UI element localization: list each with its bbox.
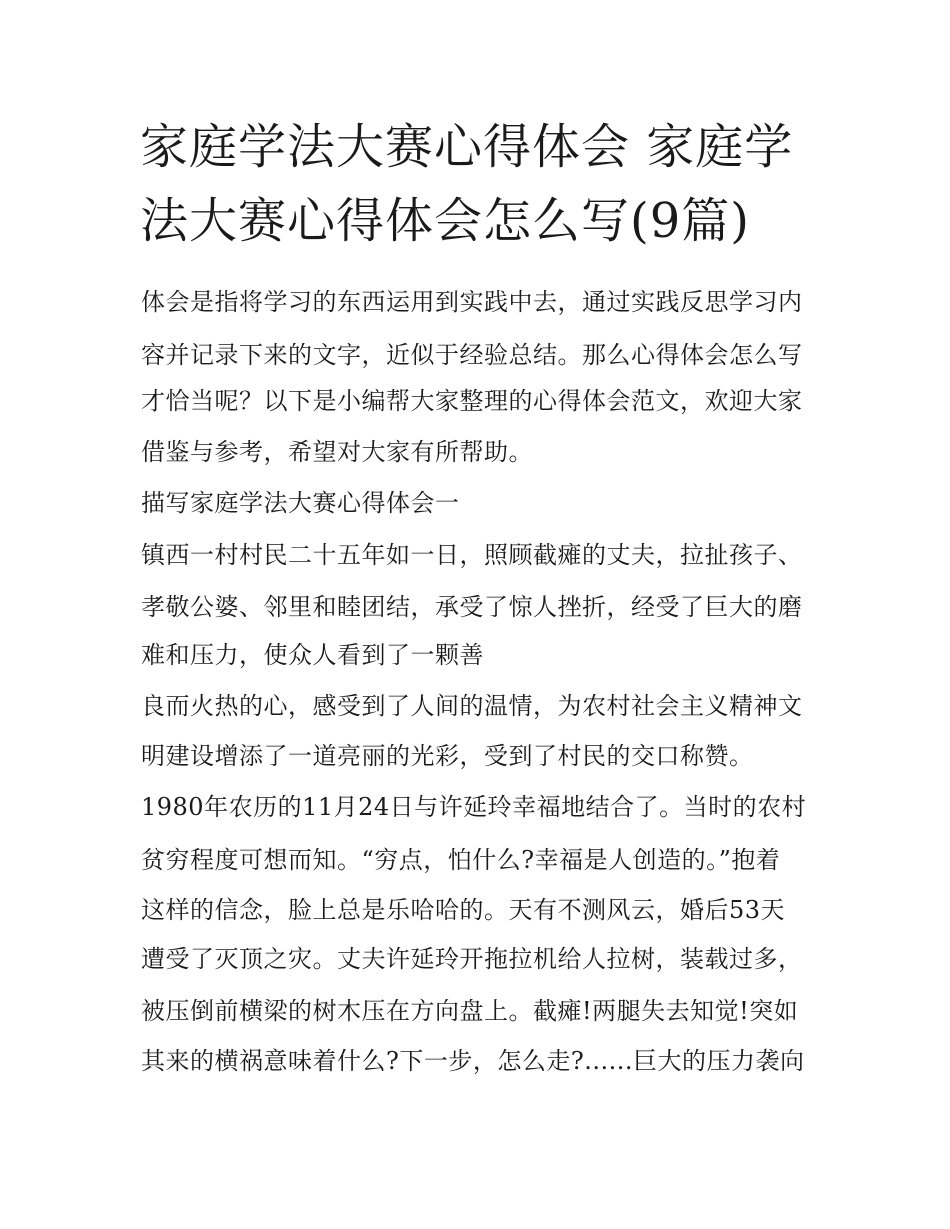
paragraph3-line-5: 被压倒前横梁的树木压在方向盘上。截瘫!两腿失去知觉!突如 xyxy=(141,997,799,1025)
paragraph3-line-3: 这样的信念，脸上总是乐哈哈的。天有不测风云，婚后53天 xyxy=(141,896,786,924)
paragraph3-line-6: 其来的横祸意味着什么?下一步，怎么走?......巨大的压力袭向 xyxy=(141,1047,805,1075)
paragraph3-line-2: 贫穷程度可想而知。“穷点，怕什么?幸福是人创造的。”抱着 xyxy=(141,846,781,874)
intro-line-2: 容并记录下来的文字，近似于经验总结。那么心得体会怎么写 xyxy=(141,341,803,369)
paragraph2-line-1: 良而火热的心，感受到了人间的温情，为农村社会主义精神文 xyxy=(141,692,803,720)
section-heading: 描写家庭学法大赛心得体会一 xyxy=(141,489,460,517)
paragraph1-line-1: 镇西一村村民二十五年如一日，照顾截瘫的丈夫，拉扯孩子、 xyxy=(141,541,803,569)
paragraph1-line-2: 孝敬公婆、邻里和睦团结，承受了惊人挫折，经受了巨大的磨 xyxy=(141,593,803,621)
document-title xyxy=(140,110,820,258)
intro-line-4: 借鉴与参考，希望对大家有所帮助。 xyxy=(141,438,533,466)
paragraph2-line-2: 明建设增添了一道亮丽的光彩，受到了村民的交口称赞。 xyxy=(141,742,754,770)
paragraph3-line-1: 1980年农历的11月24日与许延玲幸福地结合了。当时的农村 xyxy=(141,793,807,821)
title-line-2: 法大赛心得体会怎么写(9篇) xyxy=(140,193,750,249)
paragraph1-line-3: 难和压力，使众人看到了一颗善 xyxy=(141,641,484,669)
intro-line-1: 体会是指将学习的东西运用到实践中去，通过实践反思学习内 xyxy=(141,288,803,316)
paragraph3-line-4: 遭受了灭顶之灾。丈夫许延玲开拖拉机给人拉树，装载过多， xyxy=(141,945,803,973)
intro-line-3: 才恰当呢？以下是小编帮大家整理的心得体会范文，欢迎大家 xyxy=(141,387,803,415)
title-line-1: 家庭学法大赛心得体会 家庭学 xyxy=(140,119,794,175)
